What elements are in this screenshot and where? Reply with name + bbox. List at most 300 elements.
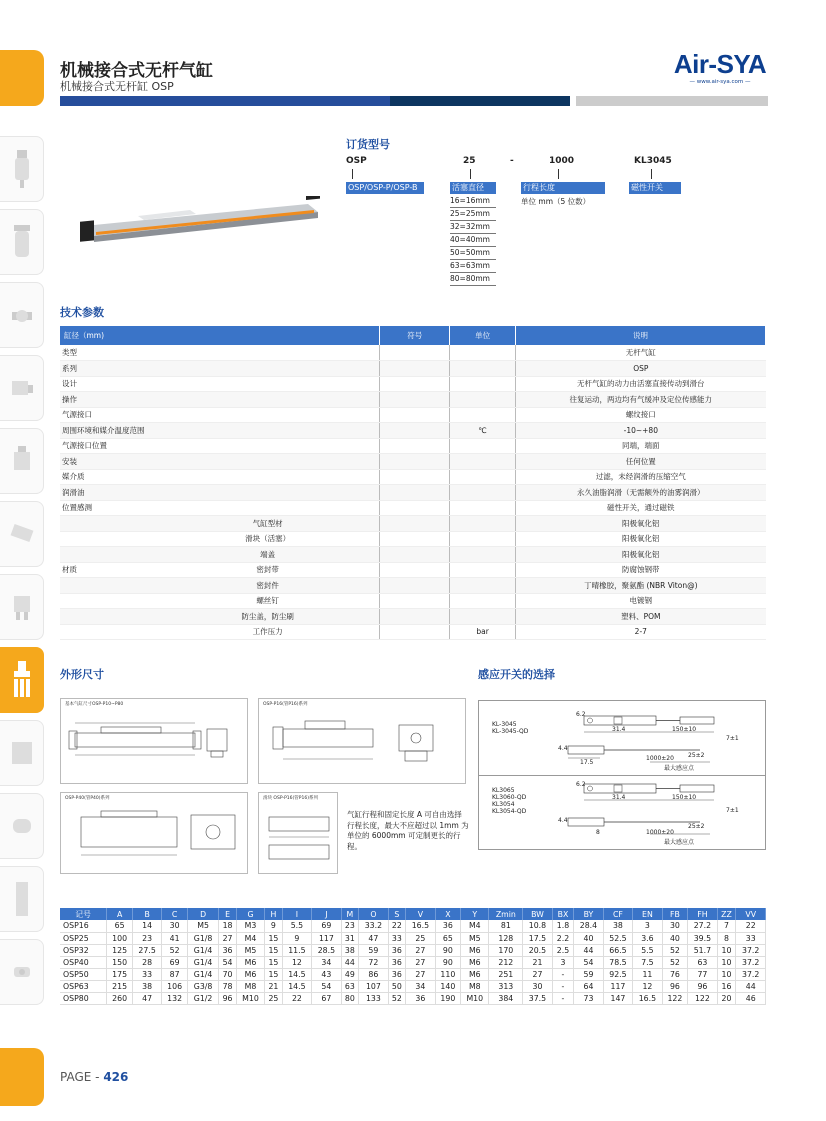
dim-cell: M8	[236, 980, 264, 992]
dim-cell: 73	[574, 992, 603, 1004]
dim-cell: 2.5	[552, 944, 574, 956]
dim-cell: 10	[717, 944, 736, 956]
dim-cell: 22	[736, 920, 766, 932]
dim-cell: 36	[219, 944, 237, 956]
spec-unit	[450, 407, 516, 423]
spec-desc: 同端，端面	[516, 438, 766, 454]
spec-symbol	[380, 547, 450, 563]
dim-label: 6.2	[576, 711, 586, 718]
dim-cell: 107	[359, 980, 388, 992]
dim-cell: 40	[662, 932, 688, 944]
dim-cell: 30	[162, 920, 188, 932]
dim-label: 17.5	[580, 759, 594, 766]
dim-cell: 59	[574, 968, 603, 980]
tab-accessory[interactable]	[0, 939, 44, 1005]
spec-desc: 电镀钢	[516, 593, 766, 609]
dim-cell: 10	[717, 968, 736, 980]
dim-cell: 31	[341, 932, 359, 944]
dim-cell: 51.7	[688, 944, 717, 956]
dim-label: 1000±20	[646, 829, 674, 836]
dim-col-header: CF	[603, 908, 632, 920]
dim-cell: 64	[574, 980, 603, 992]
dim-label: 31.4	[612, 726, 626, 733]
spec-sublabel: 密封件	[156, 578, 380, 594]
spec-unit	[450, 516, 516, 532]
spec-unit	[450, 500, 516, 516]
dim-cell: 14.5	[282, 968, 311, 980]
dim-col-header: G	[236, 908, 264, 920]
spec-unit	[450, 609, 516, 625]
spec-symbol	[380, 516, 450, 532]
dim-col-header: I	[282, 908, 311, 920]
dim-col-header: ZZ	[717, 908, 736, 920]
sensor-title: 感应开关的选择	[478, 668, 555, 681]
dim-cell: 33.2	[359, 920, 388, 932]
tech-title: 技术参数	[60, 306, 104, 319]
dim-cell: 77	[688, 968, 717, 980]
dim-cell: 70	[219, 968, 237, 980]
spec-row	[60, 578, 766, 594]
bore-option: 40=40mm	[450, 234, 496, 247]
dim-cell: 20	[717, 992, 736, 1004]
dim-cell: 14	[132, 920, 161, 932]
spec-label: 周围环境和媒介温度范围	[60, 423, 156, 439]
bore-options	[450, 195, 496, 286]
spec-row	[60, 516, 766, 532]
actuator-icon	[9, 513, 35, 555]
bore-box: 活塞直径	[450, 182, 496, 194]
code-tick	[651, 169, 652, 179]
code-tick	[558, 169, 559, 179]
dim-cell: 122	[662, 992, 688, 1004]
dim-cell: 33	[132, 968, 161, 980]
spec-label	[60, 593, 156, 609]
dim-cell: 27	[219, 932, 237, 944]
dim-cell: 20.5	[523, 944, 552, 956]
dim-row	[60, 992, 766, 1004]
spec-sublabel	[156, 500, 380, 516]
dim-cell: 3	[552, 956, 574, 968]
dim-col-header: FH	[688, 908, 717, 920]
spec-desc: 阳极氧化铝	[516, 516, 766, 532]
spec-unit	[450, 485, 516, 501]
dim-cell: 36	[388, 968, 406, 980]
dim-cell: 37.2	[736, 944, 766, 956]
dim-cell: -	[552, 992, 574, 1004]
dim-cell: 11.5	[282, 944, 311, 956]
spec-symbol	[380, 531, 450, 547]
spec-unit	[450, 454, 516, 470]
spec-label: 位置感测	[60, 500, 156, 516]
side-tab-top	[0, 50, 44, 106]
dim-col-header: M	[341, 908, 359, 920]
dim-cell: 133	[359, 992, 388, 1004]
dim-cell: 2.2	[552, 932, 574, 944]
dim-cell: 78.5	[603, 956, 632, 968]
dim-col-header: BY	[574, 908, 603, 920]
spec-symbol	[380, 485, 450, 501]
dim-col-header: BW	[523, 908, 552, 920]
dim-col-header: E	[219, 908, 237, 920]
dim-cell: 110	[435, 968, 461, 980]
dim-cell: G1/2	[187, 992, 218, 1004]
spec-symbol	[380, 562, 450, 578]
dim-cell: 30	[662, 920, 688, 932]
cylinder-icon	[9, 659, 35, 701]
tab-muffler[interactable]	[0, 866, 44, 932]
dim-cell: 28.4	[574, 920, 603, 932]
dim-cell: 100	[107, 932, 133, 944]
tab-filter-regulator[interactable]	[0, 136, 44, 202]
dim-cell: M6	[236, 968, 264, 980]
drawing-caption: OSP-P16(管P16)系列	[263, 702, 308, 707]
dim-cell: 44	[736, 980, 766, 992]
spec-row	[60, 392, 766, 408]
dim-cell: 43	[312, 968, 341, 980]
spec-row	[60, 407, 766, 423]
spec-row	[60, 485, 766, 501]
page-title: 机械接合式无杆气缸	[60, 61, 213, 81]
sensor-model: KL3060-QD	[492, 794, 527, 801]
dim-cell: 15	[265, 932, 283, 944]
dim-cell: 21	[265, 980, 283, 992]
dim-cell: 25	[265, 992, 283, 1004]
bore-option: 16=16mm	[450, 195, 496, 208]
dim-row	[60, 920, 766, 932]
dim-cell: M6	[461, 968, 489, 980]
dim-cell: 9	[265, 920, 283, 932]
page-number	[60, 1070, 128, 1084]
dim-cell: 106	[162, 980, 188, 992]
spec-sublabel	[156, 485, 380, 501]
dim-cell: 28.5	[312, 944, 341, 956]
code-stroke: 1000	[549, 156, 575, 166]
dim-cell: 9	[282, 932, 311, 944]
dim-cell: -	[552, 968, 574, 980]
spec-desc: OSP	[516, 361, 766, 377]
dim-cell: 69	[162, 956, 188, 968]
dim-cell: 63	[688, 956, 717, 968]
bore-option: 32=32mm	[450, 221, 496, 234]
dim-label: 最大感应点	[664, 765, 695, 772]
spec-sublabel	[156, 376, 380, 392]
code-tick	[470, 169, 471, 179]
spec-desc: 往复运动，两边均有气缓冲及定位传感能力	[516, 392, 766, 408]
dim-cell: 384	[489, 992, 523, 1004]
spec-symbol	[380, 469, 450, 485]
dim-label: 150±10	[672, 726, 697, 733]
sensor-model: KL-3045	[492, 721, 517, 728]
dimension-table	[60, 908, 766, 1005]
spec-row	[60, 454, 766, 470]
dim-cell: 215	[107, 980, 133, 992]
dim-cell: M4	[461, 920, 489, 932]
spec-unit	[450, 593, 516, 609]
tab-actuator[interactable]	[0, 501, 44, 567]
dim-cell: 72	[359, 956, 388, 968]
dim-cell: 92.5	[603, 968, 632, 980]
spec-label	[60, 547, 156, 563]
dim-cell: 80	[341, 992, 359, 1004]
dim-cell: 8	[717, 932, 736, 944]
dim-col-header: EN	[633, 908, 662, 920]
dim-col-header: C	[162, 908, 188, 920]
side-tab-bottom	[0, 1048, 44, 1106]
dim-cell: G1/8	[187, 932, 218, 944]
ordering-title: 订货型号	[346, 138, 390, 151]
dim-cell: 76	[662, 968, 688, 980]
dim-cell: 117	[603, 980, 632, 992]
spec-symbol	[380, 593, 450, 609]
dim-cell: 5.5	[282, 920, 311, 932]
dim-cell: 14.5	[282, 980, 311, 992]
dim-cell: 313	[489, 980, 523, 992]
dim-label: 25±2	[688, 752, 705, 759]
spec-unit	[450, 392, 516, 408]
spec-desc: 永久油脂润滑（无需额外的油雾润滑）	[516, 485, 766, 501]
dim-col-header: A	[107, 908, 133, 920]
dim-col-header: X	[435, 908, 461, 920]
spec-unit	[450, 531, 516, 547]
logo-url: — www.air-sya.com —	[689, 79, 751, 85]
dim-cell: OSP32	[60, 944, 107, 956]
dim-cell: 90	[435, 956, 461, 968]
accessory-icon	[9, 951, 35, 993]
dim-cell: OSP16	[60, 920, 107, 932]
spec-desc: 无杆气缸的动力由活塞直接传动到滑台	[516, 376, 766, 392]
dim-cell: 40	[574, 932, 603, 944]
dim-cell: 3.6	[633, 932, 662, 944]
dim-cell: 39.5	[688, 932, 717, 944]
dim-label: 8	[596, 829, 600, 836]
header-bar-grey	[576, 96, 768, 106]
dim-cell: 90	[435, 944, 461, 956]
dim-cell: 66.5	[603, 944, 632, 956]
spec-sublabel: 气缸型材	[156, 516, 380, 532]
dim-cell: 34	[312, 956, 341, 968]
spec-label: 安装	[60, 454, 156, 470]
dim-cell: 28	[132, 956, 161, 968]
dim-cell: 140	[435, 980, 461, 992]
spec-symbol	[380, 361, 450, 377]
tech-table	[60, 326, 766, 640]
spec-desc: 塑料、POM	[516, 609, 766, 625]
code-switch: KL3045	[634, 156, 672, 166]
spec-symbol	[380, 407, 450, 423]
dim-cell: M4	[236, 932, 264, 944]
valve-icon	[9, 367, 35, 409]
spec-row	[60, 438, 766, 454]
drawing-p16-svg	[259, 699, 467, 785]
dim-cell: 65	[435, 932, 461, 944]
dim-cell: 27.5	[132, 944, 161, 956]
dim-row	[60, 980, 766, 992]
dim-label: 4.4	[558, 817, 568, 824]
tab-fitting[interactable]	[0, 282, 44, 348]
spec-sublabel: 端盖	[156, 547, 380, 563]
spec-sublabel	[156, 469, 380, 485]
dim-cell: 16	[717, 980, 736, 992]
dim-cell: 37.5	[523, 992, 552, 1004]
dim-cell: 23	[341, 920, 359, 932]
dim-cell: OSP80	[60, 992, 107, 1004]
tab-lubricator[interactable]	[0, 209, 44, 275]
spec-unit	[450, 345, 516, 361]
tab-vacuum[interactable]	[0, 793, 44, 859]
dim-cell: 27	[406, 944, 435, 956]
dim-cell: OSP25	[60, 932, 107, 944]
sensor-model: KL3054-QD	[492, 808, 527, 815]
col-header: 单位	[450, 326, 516, 345]
sensor-divider	[478, 775, 766, 776]
dim-cell: 54	[574, 956, 603, 968]
vacuum-icon	[9, 805, 35, 847]
dim-cell: 86	[359, 968, 388, 980]
dim-cell: M5	[236, 944, 264, 956]
dim-cell: 5.5	[633, 944, 662, 956]
code-bore: 25	[463, 156, 476, 166]
spec-unit	[450, 562, 516, 578]
spec-symbol	[380, 500, 450, 516]
gripper-icon	[9, 586, 35, 628]
spec-unit: bar	[450, 624, 516, 640]
spec-label	[60, 578, 156, 594]
dim-row	[60, 944, 766, 956]
dim-cell: OSP63	[60, 980, 107, 992]
spec-symbol	[380, 392, 450, 408]
spec-desc: 阳极氧化铝	[516, 531, 766, 547]
spec-symbol	[380, 438, 450, 454]
spec-label	[60, 531, 156, 547]
sensor-drawing-1	[540, 704, 764, 774]
dim-cell: 175	[107, 968, 133, 980]
dim-cell: M6	[236, 956, 264, 968]
sensor-model: KL3054	[492, 801, 515, 808]
dim-cell: 212	[489, 956, 523, 968]
dim-cell: 96	[662, 980, 688, 992]
drawing-slider-svg	[259, 793, 339, 875]
spec-desc: 无杆气缸	[516, 345, 766, 361]
series-box: OSP/OSP-P/OSP-B	[346, 182, 424, 194]
dim-cell: 69	[312, 920, 341, 932]
dim-label: 1000±20	[646, 755, 674, 762]
dim-cell: 38	[132, 980, 161, 992]
dim-cell: M6	[461, 944, 489, 956]
dim-label: 31.4	[612, 794, 626, 801]
spec-row	[60, 593, 766, 609]
drawing-p40-svg	[61, 793, 249, 875]
spec-symbol	[380, 609, 450, 625]
page-subtitle: 机械接合式无杆缸 OSP	[60, 80, 174, 93]
spec-row	[60, 361, 766, 377]
dim-cell: 22	[388, 920, 406, 932]
dim-cell: 170	[489, 944, 523, 956]
spec-row	[60, 376, 766, 392]
dim-label: 7±1	[726, 735, 739, 742]
page-label: PAGE -	[60, 1070, 104, 1084]
dim-col-header: D	[187, 908, 218, 920]
drawing-basic	[60, 698, 248, 784]
dim-cell: M5	[461, 932, 489, 944]
spec-unit	[450, 376, 516, 392]
spec-unit	[450, 547, 516, 563]
dim-cell: M8	[461, 980, 489, 992]
dim-cell: 15	[265, 956, 283, 968]
dim-col-header: VV	[736, 908, 766, 920]
drawing-caption: 基本气缸尺寸OSP-P10~P80	[65, 702, 124, 707]
dim-cell: 16.5	[633, 992, 662, 1004]
spec-sublabel	[156, 454, 380, 470]
dim-cell: 52	[662, 944, 688, 956]
header-bar-dark	[390, 96, 570, 106]
dim-cell: 27	[523, 968, 552, 980]
dim-cell: 36	[388, 944, 406, 956]
dim-col-header: J	[312, 908, 341, 920]
spec-unit: ℃	[450, 423, 516, 439]
code-dash: -	[510, 156, 514, 166]
dim-cell: 38	[341, 944, 359, 956]
dim-cell: M3	[236, 920, 264, 932]
dim-cell: 12	[633, 980, 662, 992]
dim-cell: OSP50	[60, 968, 107, 980]
drawing-caption: 滑块 OSP-P16(管P16)系列	[263, 796, 318, 801]
dim-cell: M10	[236, 992, 264, 1004]
spec-desc: 过滤，未经润滑的压缩空气	[516, 469, 766, 485]
dim-cell: 65	[107, 920, 133, 932]
dim-col-header: Y	[461, 908, 489, 920]
dim-cell: M10	[461, 992, 489, 1004]
spec-row	[60, 562, 766, 578]
spec-sublabel: 密封带	[156, 562, 380, 578]
dim-cell: 52	[162, 944, 188, 956]
dim-cell: G3/8	[187, 980, 218, 992]
spec-label: 媒介质	[60, 469, 156, 485]
dim-cell: 21	[523, 956, 552, 968]
dim-cell: 12	[282, 956, 311, 968]
dim-cell: 41	[162, 932, 188, 944]
tab-gripper[interactable]	[0, 574, 44, 640]
spec-row	[60, 345, 766, 361]
tab-solenoid[interactable]	[0, 428, 44, 494]
dim-cell: 27	[406, 968, 435, 980]
category-tabs	[0, 136, 44, 1012]
dim-cell: 125	[107, 944, 133, 956]
spec-sublabel: 螺丝钉	[156, 593, 380, 609]
drawing-p40	[60, 792, 248, 874]
spec-row	[60, 469, 766, 485]
spec-sublabel: 工作压力	[156, 624, 380, 640]
spec-label: 操作	[60, 392, 156, 408]
spec-sublabel	[156, 392, 380, 408]
tab-cylinder[interactable]	[0, 647, 44, 713]
dim-cell: 33	[388, 932, 406, 944]
stroke-unit-note: 单位 mm（5 位数）	[521, 197, 591, 206]
dim-cell: M6	[461, 956, 489, 968]
spec-label: 气源接口位置	[60, 438, 156, 454]
dim-cell: 7	[717, 920, 736, 932]
dim-cell: 52	[388, 992, 406, 1004]
dim-cell: 147	[603, 992, 632, 1004]
spec-unit	[450, 578, 516, 594]
dim-cell: 52.5	[603, 932, 632, 944]
tab-valve[interactable]	[0, 355, 44, 421]
dim-row	[60, 956, 766, 968]
tab-slide[interactable]	[0, 720, 44, 786]
dim-col-header: BX	[552, 908, 574, 920]
dim-cell: 37.2	[736, 956, 766, 968]
spec-label: 气源接口	[60, 407, 156, 423]
spec-sublabel: 防尘盖，防尘刷	[156, 609, 380, 625]
